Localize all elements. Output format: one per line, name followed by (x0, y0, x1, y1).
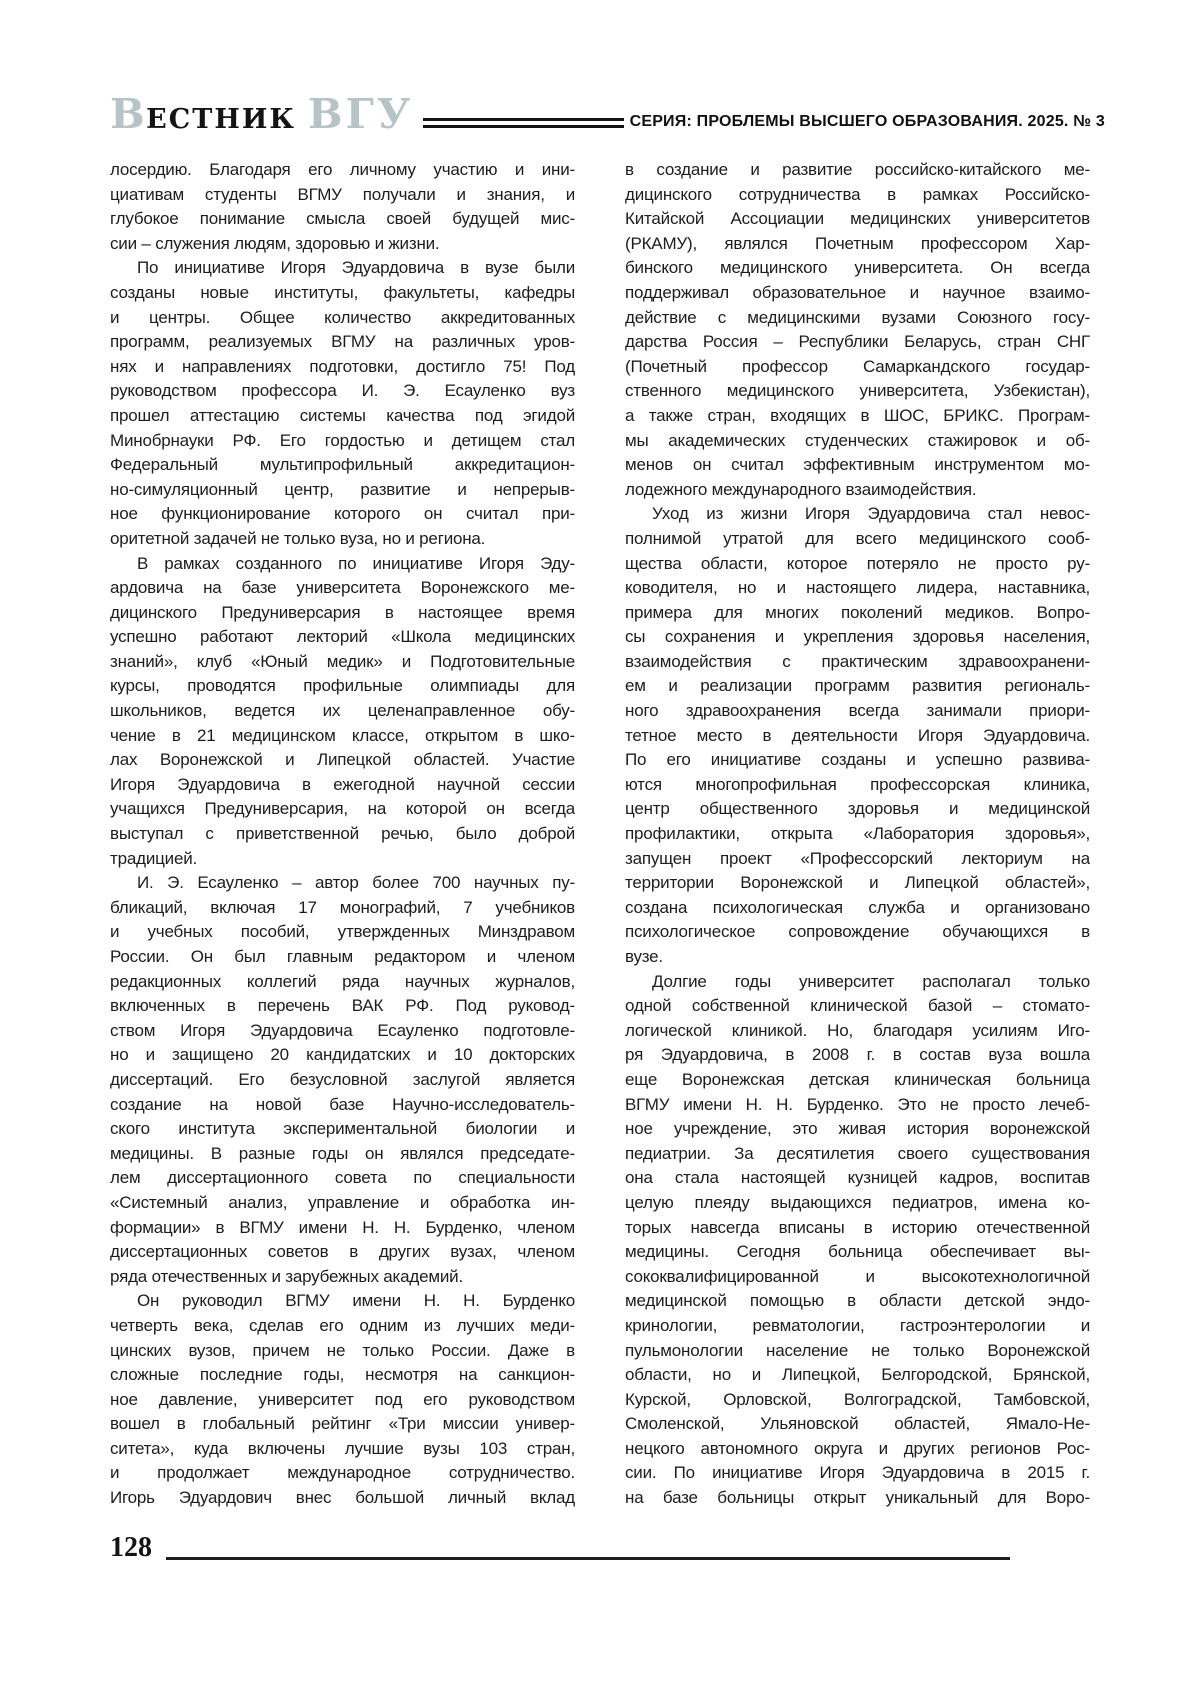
text-line: бинского медицинского университета. Он всегда (625, 258, 1090, 278)
text-line: еще Воронежская детская клиническая больница (625, 1069, 1090, 1089)
text-line: лем диссертационного совета по специальности (110, 1168, 575, 1188)
article-body (110, 158, 1090, 1511)
text-line: мы академических студенческих стажировок и об- (625, 430, 1090, 450)
text-line: выступал с приветственной речью, было доброй (110, 824, 575, 844)
text-line: школьников, ведется их целенаправленное обу- (110, 701, 575, 721)
text-line: на базе больницы открыт уникальный для Воро- (625, 1488, 1090, 1508)
text-line: щества области, которое потеряло не просто ру- (625, 553, 1090, 573)
text-line: ное давление, университет под его руководством (110, 1389, 575, 1409)
text-line: одной собственной клинической базой – стомато- (625, 996, 1090, 1016)
text-line: ководителя, но и настоящего лидера, наставника, (625, 578, 1090, 598)
text-line: она стала настоящей кузницей кадров, воспитав (625, 1168, 1090, 1188)
text-line: Игорь Эдуардович внес большой личный вклад (110, 1488, 575, 1508)
text-line: взаимодействия с практическим здравоохранени- (625, 651, 1090, 671)
text-line: Он руководил ВГМУ имени Н. Н. Бурденко (137, 1291, 575, 1311)
text-line: России. Он был главным редактором и членом (110, 947, 575, 966)
text-line: ством Игоря Эдуардовича Есауленко подготовле- (110, 1020, 575, 1040)
text-line: ря Эдуардовича, в 2008 г. в состав вуза вошла (625, 1045, 1090, 1065)
text-line: педиатрии. За десятилетия своего существования (625, 1143, 1090, 1163)
text-line: лах Воронежской и Липецкой областей. Участие (110, 750, 575, 770)
paragraph-continuation (110, 158, 575, 256)
text-line: но-симуляционный центр, развитие и непрерыв- (110, 479, 575, 499)
text-line: (Почетный профессор Самаркандского государ- (625, 356, 1090, 376)
text-line: лодежного международного взаимодействия. (625, 479, 977, 499)
journal-logo (110, 90, 414, 138)
text-line: поддерживал образовательное и научное взаимо- (625, 282, 1090, 302)
text-line: кринологии, ревматологии, гастроэнтерологии и (625, 1315, 1090, 1335)
text-line: дицинского Предуниверсария в настоящее время (110, 602, 575, 622)
text-line: ардовича на базе университета Воронежского ме- (110, 578, 575, 598)
text-line: традицией. (110, 848, 198, 868)
text-line: целую плеяду выдающихся педиатров, имена ко- (625, 1192, 1090, 1212)
text-line: бликаций, включая 17 монографий, 7 учебников (110, 897, 575, 917)
text-line: а также стран, входящих в ШОС, БРИКС. Програм- (625, 405, 1090, 425)
text-line: По его инициативе созданы и успешно развива- (625, 750, 1090, 770)
paragraph (110, 256, 575, 551)
text-line: области, но и Липецкой, Белгородской, Брянской, (625, 1365, 1090, 1385)
text-line: нецкого автономного округа и других регионов Рос- (625, 1438, 1090, 1458)
text-line: психологическое сопровождение обучающихся в (625, 922, 1090, 942)
text-line: ем и реализации программ развития региональ- (625, 676, 1090, 696)
text-line: программ, реализуемых ВГМУ на различных уров- (110, 332, 575, 352)
text-line: сии. По инициативе Игоря Эдуардовича в 2015 г. (625, 1463, 1090, 1483)
text-line: В рамках созданного по инициативе Игоря Эду- (137, 553, 575, 573)
text-line: в создание и развитие российско-китайского ме- (625, 160, 1090, 179)
paragraph-runover (110, 1289, 575, 1510)
text-line: дицинского сотрудничества в рамках Российско- (625, 184, 1090, 204)
text-line: чение в 21 медицинском классе, открытом в шко- (110, 725, 575, 745)
text-line: лосердию. Благодаря его личному участию и ини- (110, 160, 575, 179)
text-line: менов он считал эффективным инструментом мо- (625, 455, 1090, 475)
text-line: Смоленской, Ульяновской областей, Ямало-Не- (625, 1414, 1090, 1434)
text-line: учащихся Предуниверсария, на которой он всегда (110, 799, 575, 819)
text-line: Игоря Эдуардовича в ежегодной научной сессии (110, 774, 575, 794)
text-line: вошел в глобальный рейтинг «Три миссии универ- (110, 1414, 575, 1434)
text-line: сложные последние годы, несмотря на санкцион- (110, 1365, 575, 1385)
text-line: действие с медицинскими вузами Союзного госу- (625, 307, 1090, 327)
text-line: включенных в перечень ВАК РФ. Под руковод- (110, 996, 575, 1016)
text-line: и центры. Общее количество аккредитованных (110, 307, 575, 327)
text-line: сии – служения людям, здоровью и жизни. (110, 233, 440, 253)
text-line: курсы, проводятся профильные олимпиады для (110, 676, 575, 696)
text-line: оритетной задачей не только вуза, но и региона. (110, 528, 486, 548)
text-line: диссертаций. Его безусловной заслугой является (110, 1069, 575, 1089)
text-line: прошел аттестацию системы качества под эгидой (110, 405, 575, 425)
text-line: знаний», клуб «Юный медик» и Подготовительные (110, 651, 575, 671)
paragraph (110, 552, 575, 872)
text-line: Уход из жизни Игоря Эдуардовича стал невос- (652, 504, 1090, 524)
text-line: Долгие годы университет располагал только (652, 971, 1090, 991)
page-footer (110, 1534, 1010, 1562)
text-line: ного здравоохранения всегда занимали приори- (625, 701, 1090, 721)
logo-word: ЕСТНИК (146, 104, 296, 135)
text-line: ственного медицинского университета, Узбекистан), (625, 381, 1090, 401)
text-line: ное функционирование которого он считал при- (110, 504, 575, 524)
header-double-rule (423, 118, 623, 128)
footer-rule (166, 1557, 1010, 1560)
text-line: медицины. Сегодня больница обеспечивает вы- (625, 1242, 1090, 1262)
text-line: ряда отечественных и зарубежных академий. (110, 1266, 463, 1286)
text-line: Курской, Орловской, Волгоградской, Тамбовской, (625, 1389, 1090, 1409)
logo-initial-letter: В (110, 90, 147, 138)
text-line: По инициативе Игоря Эдуардовича в вузе были (137, 258, 575, 278)
text-line: медицины. В разные годы он являлся председате- (110, 1143, 575, 1163)
text-line: руководством профессора И. Э. Есауленко вуз (110, 381, 575, 401)
text-line: сы сохранения и укрепления здоровья населения, (625, 627, 1090, 647)
text-line: ситета», куда включены лучшие вузы 103 стран, (110, 1438, 575, 1458)
text-line: пульмонологии население не только Воронежской (625, 1340, 1090, 1360)
text-line: цинских вузов, причем не только России. Даже в (110, 1340, 575, 1360)
series-title: СЕРИЯ: ПРОБЛЕМЫ ВЫСШЕГО ОБРАЗОВАНИЯ. 2025. № 3 (629, 113, 1105, 130)
text-line: ются многопрофильная профессорская клиника, (625, 774, 1090, 794)
text-line: торых навсегда вписаны в историю отечественной (625, 1217, 1090, 1237)
paragraph (625, 502, 1090, 969)
text-line: ное учреждение, это живая история воронежской (625, 1119, 1090, 1139)
text-line: создана психологическая служба и организовано (625, 897, 1090, 917)
text-line: дарства Россия – Республики Беларусь, стран СНГ (625, 332, 1090, 352)
left-column (110, 158, 575, 1511)
text-line: сококвалифицированной и высокотехнологичной (625, 1266, 1090, 1286)
text-line: запущен проект «Профессорский лекториум на (625, 848, 1090, 868)
text-line: Минобрнауки РФ. Его гордостью и детищем стал (110, 430, 575, 450)
text-line: четверть века, сделав его одним из лучших меди- (110, 1315, 575, 1335)
paragraph (110, 871, 575, 1289)
paragraph-runover (625, 970, 1090, 1511)
text-line: глубокое понимание смысла своей будущей мис- (110, 209, 575, 229)
text-line: территории Воронежской и Липецкой областей», (625, 873, 1090, 893)
text-line: логической клиникой. Но, благодаря усилиям Иго- (625, 1020, 1090, 1040)
text-line: успешно работают лекторий «Школа медицинских (110, 627, 575, 647)
text-line: но и защищено 20 кандидатских и 10 докторских (110, 1045, 575, 1065)
text-line: полнимой утратой для всего медицинского сооб- (625, 528, 1090, 548)
text-line: (РКАМУ), являлся Почетным профессором Хар- (625, 233, 1090, 253)
logo-university-abbr: ВГУ (307, 90, 414, 138)
text-line: центр общественного здоровья и медицинской (625, 799, 1090, 819)
page-header (110, 90, 1105, 138)
text-line: профилактики, открыта «Лаборатория здоровья», (625, 824, 1090, 844)
text-line: И. Э. Есауленко – автор более 700 научных пу- (137, 873, 575, 893)
text-line: формации» в ВГМУ имени Н. Н. Бурденко, членом (110, 1217, 575, 1237)
page-number: 128 (110, 1532, 152, 1563)
text-line: редакционных коллегий ряда научных журналов, (110, 971, 575, 991)
right-column (625, 158, 1090, 1511)
text-line: и продолжает международное сотрудничество. (110, 1463, 575, 1483)
text-line: ВГМУ имени Н. Н. Бурденко. Это не просто лечеб- (625, 1094, 1090, 1114)
text-line: нях и направлениях подготовки, достигло 75! Под (110, 356, 575, 376)
text-line: и учебных пособий, утвержденных Минздравом (110, 922, 575, 942)
text-line: Китайской Ассоциации медицинских университетов (625, 209, 1090, 229)
paragraph-continuation (625, 158, 1090, 502)
text-line: Федеральный мультипрофильный аккредитацион- (110, 455, 575, 475)
text-line: медицинской помощью в области детской эндо- (625, 1291, 1090, 1311)
text-line: циативам студенты ВГМУ получали и знания, и (110, 184, 575, 204)
text-line: вузе. (625, 947, 663, 966)
text-line: созданы новые институты, факультеты, кафедры (110, 282, 575, 302)
text-line: тетное место в деятельности Игоря Эдуардовича. (625, 725, 1090, 745)
text-line: ского института экспериментальной биологии и (110, 1119, 575, 1139)
text-line: примера для многих поколений медиков. Вопро- (625, 602, 1090, 622)
text-line: диссертационных советов в других вузах, членом (110, 1242, 575, 1262)
text-line: создание на новой базе Научно-исследователь- (110, 1094, 575, 1114)
text-line: «Системный анализ, управление и обработка ин- (110, 1192, 575, 1212)
